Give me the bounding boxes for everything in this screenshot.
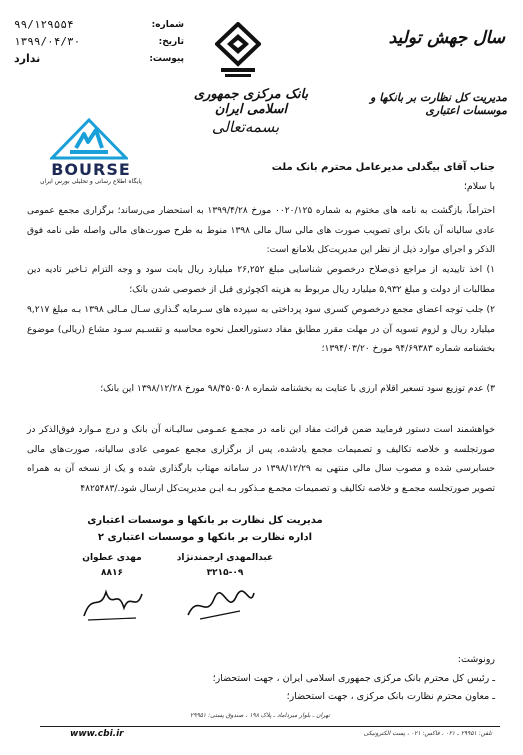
condition-item-2: ۲) جلب توجه اعضای مجمع درخصوص کسری سود پرداختی به سپرده های سـرمایه گـذاری سـال مـالی ۱۳۹۸ بـه مبلغ ۹,۲۱۷ میلیارد ریال و لزوم تسویه آن در مهلت مقرر مطابق مفاد دستورالعمل نحوه محاسبه و تقسـیم سـود مشاع (ریالی) موضوع بخشنامه شماره ۹۴/۶۹۳۸۳ مورخ ۱۳۹۴/۰۳/۲۰؛ xyxy=(27,305,496,355)
signature-org-line-2: اداره نظارت بر بانکها و موسسات اعتباری ۲ xyxy=(97,532,313,543)
bank-name: بانک مرکزی جمهوری اسلامی ایران xyxy=(193,87,309,117)
date-value: ۱۳۹۹/۰۴/۳۰ xyxy=(14,35,81,48)
central-bank-emblem-icon xyxy=(215,22,261,80)
signatory-code-a: ۳۲۱۵-۰۹ xyxy=(206,568,244,578)
signatory-name-a: عبدالمهدی ارجمندنژاد xyxy=(176,553,274,563)
date-label: تاریخ: xyxy=(158,36,184,47)
department-title: مدیریت کل نظارت بر بانکها و موسسات اعتباری xyxy=(370,91,507,117)
number-row xyxy=(14,16,184,33)
attachment-value: ندارد xyxy=(14,52,41,65)
signatory-code-b: ۸۸۱۶ xyxy=(101,568,123,578)
letter-meta xyxy=(14,16,184,67)
signature-b-icon xyxy=(78,582,148,624)
cc-line-2: ـ معاون محترم نظارت بانک مرکزی ، جهت استحضار؛ xyxy=(286,691,495,702)
bourse-brand: BOURSE xyxy=(51,160,131,179)
request-paragraph: خواهشمند است دستور فرمایید ضمن قرائت مفاد این نامه در مجمـع عمـومی سالیـانه آن بانک و درج مـوارد فوق‌الذکر در صورتجلسه و خلاصه تکالیف و تصمیمات مجمع یادشده، پس از برگزاری مجمع عمومی عادی سالیانه، صورت‌های مالی حسابرسی شده و مصوب سال مالی منتهی به ۱۳۹۸/۱۲/۲۹ در سامانه مهتاب بارگذاری شده و یک از نسخه آن به همراه تصویر صورتجلسه مجمـع و خلاصه تکالیف و تصمیمات مجمـع مـذکور بـه ایـن مدیریت‌کل ارسال شود./۴۸۲۵۴۸۳ xyxy=(27,425,495,494)
condition-item-1: ۱) اخذ تاییدیه از مراجع ذی‌صلاح درخصوص شناسایی مبلغ ۲۶,۲۵۲ میلیارد ریال بابت سود و وجه التزام تـاخیر تادیه دین مطالبات از دولت و مبلغ ۵,۹۳۲ میلیارد ریال مربوط به هزینه اکچوئری قبل از خصوصی شدن بانک؛ xyxy=(27,265,495,295)
footer-website: www.cbi.ir xyxy=(70,729,124,739)
cc-heading: رونوشت: xyxy=(457,654,495,665)
bourse-subtitle: پایگاه اطلاع رسانی و تحلیلی بورس ایران xyxy=(40,178,142,185)
bank-invocation: بسمه‌تعالی xyxy=(211,118,280,136)
signatory-name-b: مهدی عطوان xyxy=(82,553,142,563)
attachment-label: پیوست: xyxy=(149,53,184,64)
footer-divider xyxy=(40,726,500,727)
greeting: با سلام؛ xyxy=(463,181,495,192)
intro-paragraph: احتراماً، بازگشت به نامه های مختوم به شماره ۰۰۲۰/۱۲۵ مورخ ۱۳۹۹/۴/۲۸ به استحضار می‌رساند؛ برگزاری مجمع عمومی عادی سالیانه آن بانک برای تصویب صورت های مالی سال مالی ۱۳۹۸ منوط به طرح صورت‌های مالی واصله طی نامه فوق الذکر و اجرای موارد ذیل از نظر این مدیریت‌کل بلامانع است: xyxy=(27,206,495,256)
attachment-row xyxy=(14,50,184,67)
footer-contact: تلفن: ۲۹۹۵۱ ـ ۰۲۱ ، فاکس: ۰۲۱ ، پست الکترونیکی xyxy=(363,730,492,737)
number-value: ۹۹/۱۲۹۵۵۴ xyxy=(14,18,74,31)
date-row xyxy=(14,33,184,50)
signature-org-line-1: مدیریت کل نظارت بر بانکها و موسسات اعتباری xyxy=(87,515,323,526)
condition-item-3: ۳) عدم توزیع سود تسعیر اقلام ارزی با عنایت به بخشنامه شماره ۹۸/۴۵۰۵۰۸ مورخ ۱۳۹۸/۱۲/۲۸ این بانک؛ xyxy=(100,384,495,394)
year-slogan: سال جهش تولید xyxy=(388,28,505,48)
footer-address: تهران ـ بلوار میرداماد ـ پلاک ۱۹۸ ، صندوق پستی: ۲۹۹۵۱ xyxy=(190,712,330,719)
recipient: جناب آقای بیگدلی مدیرعامل محترم بانک ملت xyxy=(271,162,495,173)
number-label: شماره: xyxy=(151,19,184,30)
signature-a-icon xyxy=(180,585,260,625)
cc-line-1: ـ رئیس کل محترم بانک مرکزی جمهوری اسلامی ایران ، جهت استحضار؛ xyxy=(212,673,495,684)
